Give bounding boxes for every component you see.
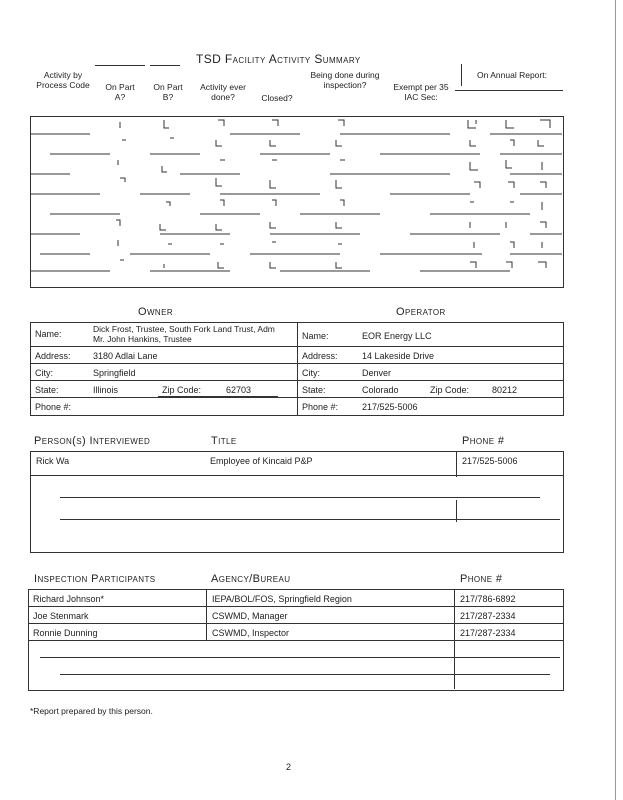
owner-city-value: Springfield	[93, 368, 136, 378]
row-line	[30, 475, 563, 476]
operator-state-label: State:	[302, 385, 326, 395]
interviewed-phone-heading: Phone #	[462, 435, 505, 447]
owner-name-label: Name:	[35, 329, 62, 339]
operator-city-label: City:	[302, 368, 320, 378]
interviewed-phone: 217/525-5006	[462, 456, 518, 466]
participant-agency: CSWMD, Inspector	[212, 628, 290, 638]
row-line	[30, 363, 563, 364]
owner-zip-value: 62703	[226, 385, 252, 395]
owner-address-label: Address:	[35, 351, 71, 361]
row-line	[30, 346, 563, 347]
scan-line	[150, 65, 180, 66]
scan-line	[461, 64, 462, 86]
participant-agency: CSWMD, Manager	[212, 611, 288, 621]
operator-heading: Operator	[396, 306, 446, 318]
participant-name: Joe Stenmark	[33, 611, 89, 621]
participant-name: Richard Johnson*	[33, 594, 105, 604]
operator-phone-label: Phone #:	[302, 402, 339, 412]
interviewed-divider	[456, 451, 457, 477]
activity-grid-marks	[30, 116, 564, 288]
participants-agency-heading: Agency/Bureau	[211, 573, 291, 585]
operator-name-value: EOR Energy LLC	[362, 331, 432, 341]
interviewed-name: Rick Wa	[36, 456, 70, 466]
row-line	[28, 640, 563, 641]
owner-state-value: Illinois	[93, 385, 119, 395]
owner-operator-divider	[297, 322, 298, 415]
participant-phone: 217/287-2334	[460, 628, 516, 638]
owner-phone-label: Phone #:	[35, 402, 72, 412]
operator-name-label: Name:	[302, 331, 329, 341]
participants-heading: Inspection Participants	[34, 573, 156, 585]
row-line	[60, 519, 560, 520]
activity-summary-title: TSD Facility Activity Summary	[196, 52, 361, 66]
scan-line	[455, 90, 563, 91]
owner-zip-label: Zip Code:	[162, 385, 202, 395]
owner-city-label: City:	[35, 368, 53, 378]
row-line	[28, 606, 563, 607]
participants-divider	[206, 589, 207, 641]
interviewed-title: Employee of Kincaid P&P	[210, 456, 313, 466]
col-closed: Closed?	[261, 93, 293, 103]
participant-phone: 217/786-6892	[460, 594, 516, 604]
operator-zip-label: Zip Code:	[430, 385, 470, 395]
row-line	[28, 623, 563, 624]
scan-line	[95, 65, 145, 66]
col-part-b: On Part B?	[153, 82, 183, 102]
col-ever-done: Activity ever done?	[200, 82, 246, 102]
col-process-code: Activity by Process Code	[36, 70, 90, 90]
zip-underline	[158, 396, 278, 397]
participant-name: Ronnie Dunning	[33, 628, 98, 638]
col-part-a: On Part A?	[105, 82, 135, 102]
operator-city-value: Denver	[362, 368, 392, 378]
operator-state-value: Colorado	[362, 385, 399, 395]
row-line	[30, 397, 563, 398]
interviewed-table	[30, 451, 564, 553]
operator-zip-value: 80212	[492, 385, 518, 395]
row-line	[40, 657, 560, 658]
row-line	[60, 497, 540, 498]
col-being-done: Being done during inspection?	[310, 70, 380, 90]
row-line	[60, 674, 550, 675]
owner-name-value: Dick Frost, Trustee, South Fork Land Trust, Adm Mr. John Hankins, Trustee	[93, 324, 275, 344]
page-number: 2	[286, 762, 292, 772]
footnote: *Report prepared by this person.	[30, 706, 153, 716]
owner-heading: Owner	[138, 306, 173, 318]
operator-phone-value: 217/525-5006	[362, 402, 418, 412]
scan-edge	[615, 0, 616, 800]
owner-state-label: State:	[35, 385, 59, 395]
participant-agency: IEPA/BOL/FOS, Springfield Region	[212, 594, 352, 604]
participants-phone-heading: Phone #	[460, 573, 503, 585]
col-annual-report: On Annual Report:	[477, 70, 547, 80]
operator-address-label: Address:	[302, 351, 338, 361]
participant-phone: 217/287-2334	[460, 611, 516, 621]
owner-address-value: 3180 Adlai Lane	[93, 351, 158, 361]
row-line	[30, 380, 563, 381]
operator-address-value: 14 Lakeside Drive	[362, 351, 435, 361]
interviewed-title-heading: Title	[211, 435, 237, 447]
col-exempt: Exempt per 35 IAC Sec:	[393, 82, 449, 102]
interviewed-heading: Person(s) Interviewed	[34, 435, 151, 447]
